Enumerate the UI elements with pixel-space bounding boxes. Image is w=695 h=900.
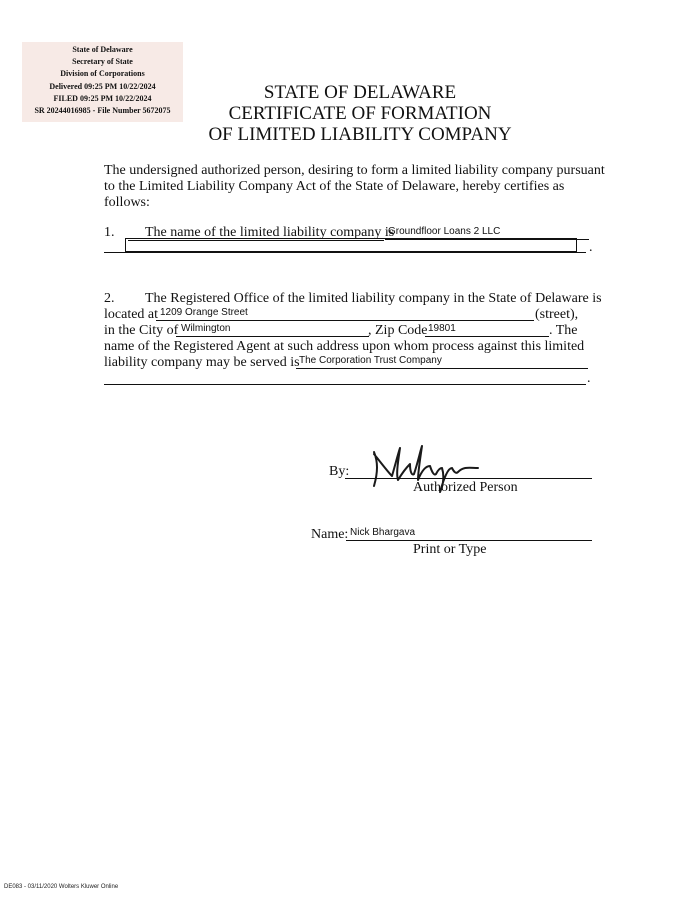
stamp-division: Division of Corporations [60, 69, 145, 78]
street-value: 1209 Orange Street [160, 307, 248, 318]
name-label: Name: [311, 527, 349, 542]
stamp-delivered: Delivered 09:25 PM 10/22/2024 [49, 82, 156, 91]
stamp-state: State of Delaware [72, 45, 133, 54]
item1-number: 1. [104, 225, 115, 240]
zip-suffix: . The [549, 323, 578, 338]
name-underline [346, 540, 592, 541]
company-name-box [125, 238, 577, 252]
intro-line-3: follows: [104, 195, 150, 210]
zip-underline [425, 336, 549, 337]
by-label: By: [329, 464, 350, 479]
city-underline [176, 336, 369, 337]
stamp-file-number: SR 20244016985 - File Number 5672075 [34, 106, 171, 115]
located-at-label: located at [104, 307, 159, 322]
print-or-type-label: Print or Type [413, 542, 487, 557]
zip-label: , Zip Code [368, 323, 428, 338]
form-footer: DE083 - 03/11/2020 Wolters Kluwer Online [4, 884, 119, 890]
agent-underline [296, 368, 588, 369]
item2-period: . [587, 371, 591, 386]
title-certificate: CERTIFICATE OF FORMATION [228, 103, 492, 124]
item1-period: . [589, 240, 593, 255]
company-name-value: Groundfloor Loans 2 LLC [388, 226, 501, 237]
intro-line-2: to the Limited Liability Company Act of the State of Delaware, hereby certifies as [104, 179, 565, 194]
city-value: Wilmington [181, 323, 231, 334]
signer-name-value: Nick Bhargava [350, 527, 416, 538]
street-underline [156, 320, 534, 321]
agent-value: The Corporation Trust Company [299, 355, 442, 366]
agent-label: liability company may be served is [104, 355, 300, 370]
intro-line-1: The undersigned authorized person, desiring to form a limited liability company pursuant [104, 163, 605, 178]
item2-number: 2. [104, 291, 115, 306]
zip-value: 19801 [428, 323, 456, 334]
authorized-person-label: Authorized Person [413, 480, 518, 495]
agent-line-1: name of the Registered Agent at such address upon whom process against this limited [104, 339, 585, 354]
signature-underline [345, 478, 592, 479]
city-label: in the City of [104, 323, 179, 338]
title-llc: OF LIMITED LIABILITY COMPANY [208, 124, 512, 145]
street-suffix: (street), [535, 307, 579, 322]
title-state: STATE OF DELAWARE [263, 82, 457, 103]
company-name-line-2 [104, 252, 586, 253]
item1-label: The name of the limited liability company is [145, 225, 395, 240]
stamp-secretary: Secretary of State [72, 57, 133, 66]
agent-line-2 [104, 384, 586, 385]
item2-line-1: The Registered Office of the limited liability company in the State of Delaware is [145, 291, 602, 306]
stamp-filed: FILED 09:25 PM 10/22/2024 [53, 94, 152, 103]
